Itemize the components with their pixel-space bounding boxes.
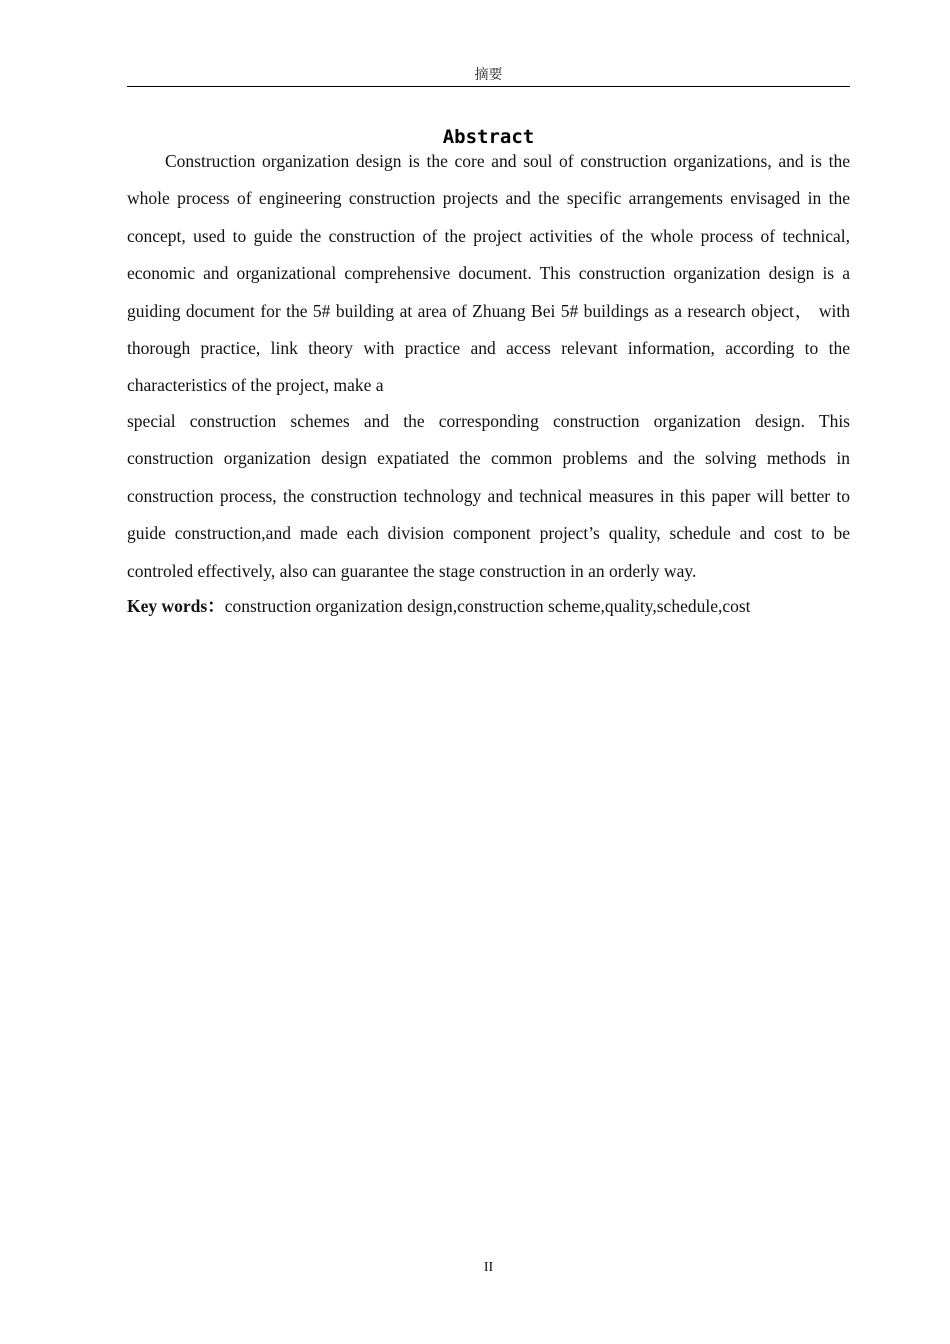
page-number: II xyxy=(483,1260,494,1275)
abstract-paragraph-2: special construction schemes and the corresponding construction organization design. This construction organization design expatiated the common problems and the solving methods in construction process, the construction technology and technical measures in this paper will better to guide construction,and made each division component project’s quality, schedule and cost to be controled effectively, also can guarantee the stage construction in an orderly way. xyxy=(127,411,850,581)
abstract-paragraph-1: Construction organization design is the core and soul of construction organizations, and is the whole process of engineering construction projects and the specific arrangements envisaged in the concept, used to guide the construction of the project activities of the whole process of technical, economic and organizational comprehensive document. This construction organization design is a guiding document for the 5# building at area of Zhuang Bei 5# buildings as a research object， with thorough practice, link theory with practice and access relevant information, according to the characteristics of the project, make a xyxy=(127,151,850,396)
header-rule xyxy=(127,86,850,87)
keywords-line xyxy=(127,593,850,619)
keywords-label: Key words： xyxy=(127,596,225,616)
abstract-title: Abstract xyxy=(442,126,535,148)
running-header: 摘要 xyxy=(474,67,503,83)
keywords-text: construction organization design,construction scheme,quality,schedule,cost xyxy=(224,596,751,616)
